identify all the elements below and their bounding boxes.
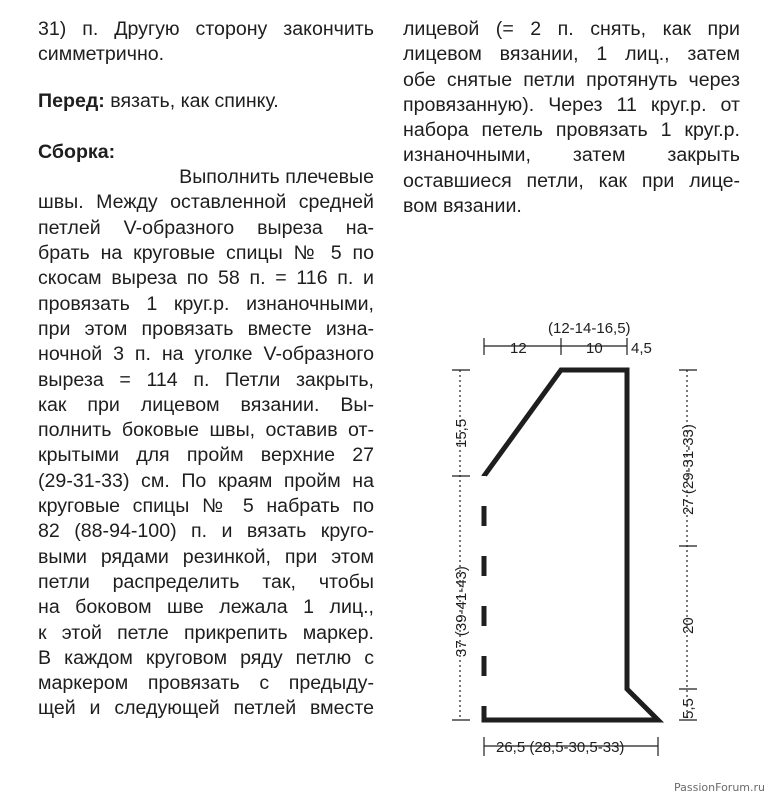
- dim-top-total: (12-14-16,5): [548, 320, 631, 337]
- dim-top-middle: 10: [586, 340, 603, 357]
- right-line: обе снятые петли протянуть через: [403, 68, 740, 91]
- dim-top-left: 12: [510, 340, 527, 357]
- intro-line-2: симметрично.: [38, 43, 165, 66]
- assembly-line: маркером провязать с предыду-: [38, 672, 374, 695]
- dim-right-middle: 20: [680, 617, 697, 634]
- assembly-line: круговые спицы № 5 набрать по: [38, 495, 374, 518]
- front-label: Перед:: [38, 89, 105, 112]
- front-text: вязать, как спинку.: [104, 89, 279, 112]
- assembly-line: щей и следующей петлей вместе: [38, 697, 374, 720]
- assembly-line: как при лицевом вязании. Вы-: [38, 393, 374, 416]
- assembly-line: петлей V-образного выреза на-: [38, 216, 374, 239]
- right-line: провязанную). Через 11 круг.р. от: [403, 93, 740, 116]
- assembly-line: скосам выреза по 58 п. = 116 п. и: [38, 267, 374, 290]
- assembly-line: В каждом круговом ряду петлю с: [38, 646, 374, 669]
- assembly-line: (29-31-33) см. По краям пройм на: [38, 469, 374, 492]
- assembly-line: на боковом шве лежала 1 лиц.,: [38, 596, 374, 619]
- assembly-line-1: Выполнить плечевые: [179, 166, 374, 189]
- right-line: вом вязании.: [403, 195, 522, 218]
- assembly-heading: Сборка:: [38, 140, 116, 163]
- assembly-line: швы. Между оставленной средней: [38, 191, 374, 214]
- dim-right-upper: 27 (29-31-33): [680, 424, 697, 515]
- assembly-line: провязать 1 круг.р. изнаночными,: [38, 292, 374, 315]
- assembly-line: к этой петле прикрепить маркер.: [38, 621, 374, 644]
- garment-outline: [484, 370, 658, 720]
- assembly-line: выми рядами резинкой, при этом: [38, 545, 374, 568]
- right-line: лицевом вязании, 1 лиц., затем: [403, 43, 740, 66]
- dim-bottom: 26,5 (28,5-30,5-33): [496, 739, 625, 756]
- assembly-line: при этом провязать вместе изна-: [38, 317, 374, 340]
- assembly-line: выреза = 114 п. Петли закрыть,: [38, 368, 374, 391]
- right-line: оставшиеся петли, как при лице-: [403, 169, 740, 192]
- assembly-line: петли распределить так, чтобы: [38, 570, 374, 593]
- dim-left-upper: 15,5: [453, 418, 470, 448]
- intro-line-1: 31) п. Другую сторону закончить: [38, 18, 374, 40]
- dim-left-lower: 37 (39-41-43): [453, 566, 470, 657]
- assembly-line: 82 (88-94-100) п. и вязать круго-: [38, 520, 374, 543]
- right-line: набора петель провязать 1 круг.р.: [403, 119, 740, 142]
- right-line: лицевой (= 2 п. снять, как при: [403, 18, 740, 40]
- assembly-line: крытыми для пройм верхние 27: [38, 444, 374, 467]
- right-line: изнаночными, затем закрыть: [403, 144, 740, 167]
- dim-right-lower: 5,5: [680, 698, 697, 719]
- assembly-line: полнить боковые швы, оставив от-: [38, 419, 374, 442]
- assembly-line: ночной 3 п. на уголке V-образного: [38, 343, 374, 366]
- dim-top-right: 4,5: [631, 340, 652, 357]
- watermark: PassionForum.ru: [674, 781, 765, 794]
- assembly-line: брать на круговые спицы № 5 по: [38, 242, 374, 265]
